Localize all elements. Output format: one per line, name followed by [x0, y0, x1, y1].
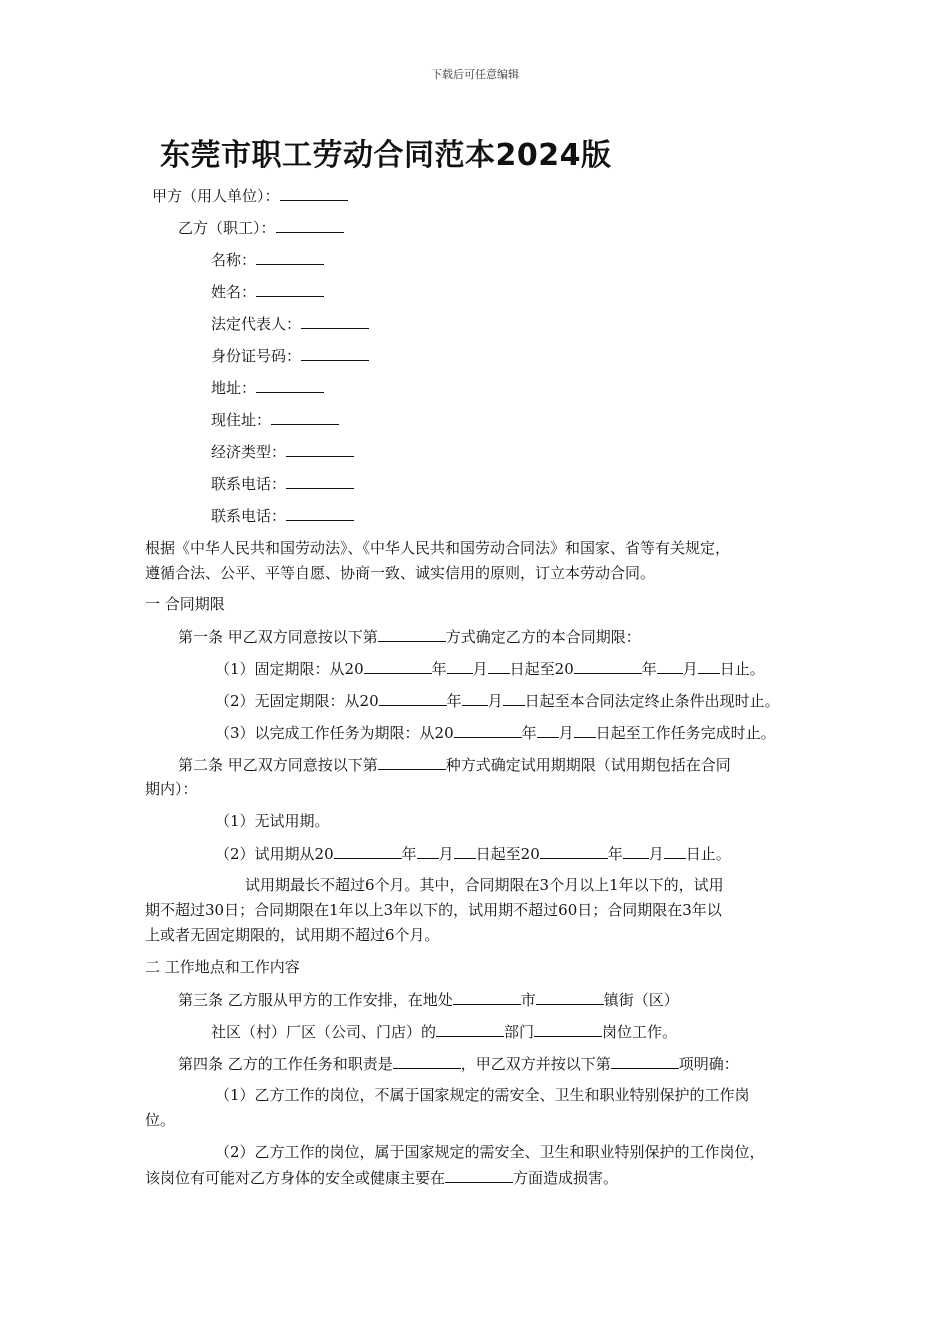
option-text: 日起至工作任务完成时止。 [595, 724, 776, 742]
article-text: 镇街（区） [603, 991, 679, 1009]
field-phone-2 [211, 502, 354, 529]
article-2-cont: 期内）： [145, 780, 198, 798]
article-3 [178, 986, 679, 1013]
party-b-line [178, 214, 344, 241]
party-a-line [152, 182, 348, 209]
section-1-heading: 一 合同期限 [145, 595, 225, 613]
field-blank[interactable] [286, 438, 354, 457]
header-note: 下载后可任意编辑 [431, 68, 519, 81]
option-text: 年 [521, 724, 537, 742]
month-blank[interactable] [623, 840, 649, 859]
field-label: 联系电话： [211, 507, 287, 525]
day-blank[interactable] [574, 719, 596, 738]
field-blank[interactable] [286, 470, 354, 489]
day-blank[interactable] [488, 655, 510, 674]
article-text: 社区（村）厂区（公司、门店）的 [211, 1023, 437, 1041]
year-blank[interactable] [379, 687, 447, 706]
field-econ-type [211, 438, 354, 465]
party-b-label: 乙方（职工）： [178, 219, 276, 237]
article-2 [178, 751, 731, 778]
duty-option-2-line-2 [145, 1164, 618, 1191]
year-blank[interactable] [454, 719, 522, 738]
duty-option-1-line-1: （1）乙方工作的岗位，不属于国家规定的需安全、卫生和职业特别保护的工作岗 [215, 1086, 750, 1104]
location-blank[interactable] [453, 986, 521, 1005]
option-text: 日止。 [719, 660, 765, 678]
town-blank[interactable] [536, 986, 604, 1005]
day-blank[interactable] [454, 840, 476, 859]
field-id [211, 342, 369, 369]
party-a-blank[interactable] [280, 182, 348, 201]
article-text: 部门 [504, 1023, 535, 1041]
option-text: 月 [487, 692, 503, 710]
option-text: 日起至20 [509, 660, 574, 678]
option-text: 年 [641, 660, 657, 678]
option-text: 月 [472, 660, 488, 678]
day-blank[interactable] [503, 687, 525, 706]
year-blank[interactable] [574, 655, 642, 674]
article-text: 市 [520, 991, 536, 1009]
trial-option-1: （1）无试用期。 [215, 812, 330, 830]
field-blank[interactable] [301, 342, 369, 361]
day-blank[interactable] [698, 655, 720, 674]
article-text: 第二条 甲乙双方同意按以下第 [178, 756, 378, 774]
duty-option-1-line-2: 位。 [145, 1111, 176, 1129]
term-option-1 [215, 655, 765, 682]
month-blank[interactable] [417, 840, 439, 859]
article-text: 第四条 乙方的工作任务和职责是 [178, 1055, 393, 1073]
field-blank[interactable] [271, 406, 339, 425]
option-text: 年 [431, 660, 447, 678]
option-text: （3）以完成工作任务为期限：从20 [215, 724, 454, 742]
field-label: 法定代表人： [211, 315, 302, 333]
field-label: 身份证号码： [211, 347, 302, 365]
field-blank[interactable] [301, 310, 369, 329]
field-current-address [211, 406, 339, 433]
trial-note-line-3: 上或者无固定期限的，试用期不超过6个月。 [145, 926, 440, 944]
trial-note-line-1: 试用期最长不超过6个月。其中，合同期限在3个月以上1年以下的，试用 [245, 876, 724, 894]
month-blank[interactable] [657, 655, 683, 674]
field-label: 名称： [211, 251, 257, 269]
option-text: （1）固定期限：从20 [215, 660, 364, 678]
option-text: 日止。 [685, 845, 731, 863]
article-text: ，甲乙双方并按以下第 [460, 1055, 611, 1073]
field-address [211, 374, 324, 401]
article-4 [178, 1050, 739, 1077]
trial-note-line-2: 期不超过30日；合同期限在1年以上3年以下的，试用期不超过60日；合同期限在3年以 [145, 901, 722, 919]
intro-line-2: 遵循合法、公平、平等自愿、协商一致、诚实信用的原则，订立本劳动合同。 [145, 564, 656, 582]
year-blank[interactable] [364, 655, 432, 674]
field-surname [211, 278, 324, 305]
field-blank[interactable] [256, 246, 324, 265]
article-text: 第三条 乙方服从甲方的工作安排，在地处 [178, 991, 453, 1009]
field-label: 现住址： [211, 411, 272, 429]
field-phone-1 [211, 470, 354, 497]
option-text: （2）试用期从20 [215, 845, 334, 863]
party-b-blank[interactable] [276, 214, 344, 233]
option-text: 日起至20 [475, 845, 540, 863]
duty-blank[interactable] [393, 1050, 461, 1069]
option-text: 月 [438, 845, 454, 863]
term-option-3 [215, 719, 776, 746]
duty-option-2-line-1: （2）乙方工作的岗位，属于国家规定的需安全、卫生和职业特别保护的工作岗位， [215, 1143, 765, 1161]
art2-blank[interactable] [378, 751, 446, 770]
year-blank[interactable] [540, 840, 608, 859]
option-text: 月 [648, 845, 664, 863]
item-blank[interactable] [611, 1050, 679, 1069]
section-2-heading: 二 工作地点和工作内容 [145, 958, 300, 976]
department-blank[interactable] [436, 1018, 504, 1037]
field-blank[interactable] [286, 502, 354, 521]
option-text: 方面造成损害。 [513, 1169, 619, 1187]
option-text: （2）无固定期限：从20 [215, 692, 379, 710]
field-label: 地址： [211, 379, 257, 397]
document-title: 东莞市职工劳动合同范本2024版 [160, 138, 612, 173]
party-a-label: 甲方（用人单位）： [152, 187, 280, 205]
article-text: 项明确： [678, 1055, 739, 1073]
month-blank[interactable] [447, 655, 473, 674]
article-text: 方式确定乙方的本合同期限： [445, 628, 641, 646]
hazard-blank[interactable] [445, 1164, 513, 1183]
field-label: 姓名： [211, 283, 257, 301]
month-blank[interactable] [537, 719, 559, 738]
field-label: 经济类型： [211, 443, 287, 461]
field-label: 联系电话： [211, 475, 287, 493]
art1-blank[interactable] [378, 623, 446, 642]
option-text: 年 [446, 692, 462, 710]
article-text: 第一条 甲乙双方同意按以下第 [178, 628, 378, 646]
article-text: 种方式确定试用期期限（试用期包括在合同 [445, 756, 731, 774]
field-name [211, 246, 324, 273]
article-text: 岗位工作。 [602, 1023, 678, 1041]
field-legal-rep [211, 310, 369, 337]
option-text: 年 [401, 845, 417, 863]
option-text: 月 [682, 660, 698, 678]
option-text: 年 [607, 845, 623, 863]
position-blank[interactable] [534, 1018, 602, 1037]
intro-line-1: 根据《中华人民共和国劳动法》、《中华人民共和国劳动合同法》和国家、省等有关规定， [145, 539, 731, 557]
option-text: 月 [558, 724, 574, 742]
term-option-2 [215, 687, 780, 714]
day-blank[interactable] [664, 840, 686, 859]
field-blank[interactable] [256, 374, 324, 393]
month-blank[interactable] [462, 687, 488, 706]
option-text: 日起至本合同法定终止条件出现时止。 [524, 692, 780, 710]
field-blank[interactable] [256, 278, 324, 297]
trial-option-2 [215, 840, 731, 867]
article-3-cont [211, 1018, 677, 1045]
option-text: 该岗位有可能对乙方身体的安全或健康主要在 [145, 1169, 446, 1187]
article-1 [178, 623, 641, 650]
year-blank[interactable] [334, 840, 402, 859]
